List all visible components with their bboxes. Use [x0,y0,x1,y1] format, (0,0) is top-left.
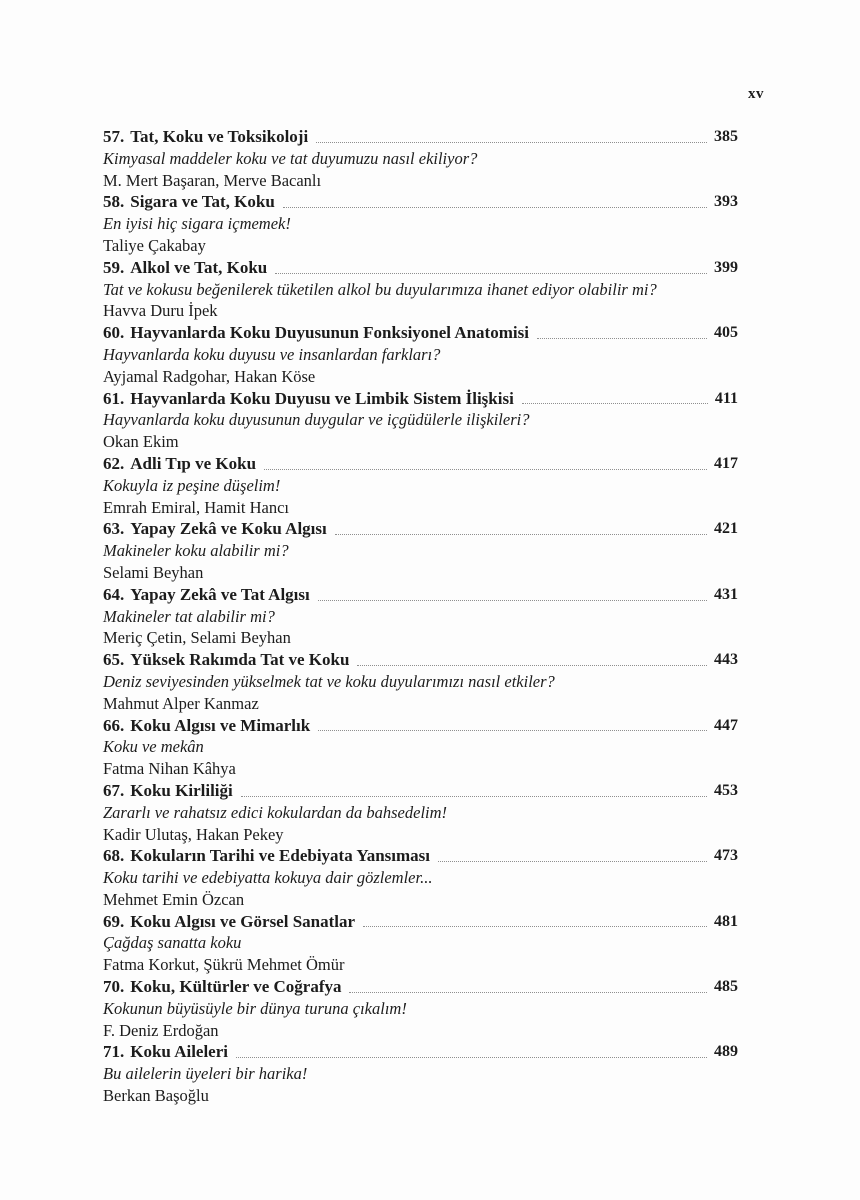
toc-entry-title-row [103,518,738,540]
page-number-folio: xv [748,86,764,102]
toc-entry [103,976,738,1041]
chapter-number: 65. [103,650,125,670]
chapter-title: Tat, Koku ve Toksikoloji [130,127,309,146]
dotted-leader [438,861,707,862]
dotted-leader [241,796,707,797]
chapter-authors: Selami Beyhan [103,562,204,582]
chapter-number: 71. [103,1042,125,1062]
toc-entry-title-row [103,649,738,671]
chapter-title: Yapay Zekâ ve Koku Algısı [130,519,327,539]
chapter-page-number: 411 [714,389,738,407]
chapter-page-number: 417 [714,454,738,472]
chapter-subtitle: En iyisi hiç sigara içmemek! [103,214,291,234]
chapter-number: 67. [103,780,125,800]
chapter-subtitle: Bu ailelerin üyeleri bir harika! [103,1064,308,1084]
chapter-number: 60. [103,323,125,343]
chapter-number: 66. [103,715,125,735]
toc-entry-title-row [103,911,738,933]
chapter-title: Koku Kirliliği [130,780,233,800]
dotted-leader [349,992,707,993]
chapter-title: Koku Algısı ve Mimarlık [130,715,311,735]
toc-entry [103,322,738,387]
chapter-subtitle: Hayvanlarda koku duyusu ve insanlardan farkları? [103,344,441,364]
chapter-subtitle: Deniz seviyesinden yükselmek tat ve koku duyularımızı nasıl etkiler? [103,671,555,691]
chapter-authors: Berkan Başoğlu [103,1086,209,1106]
chapter-page-number: 393 [714,193,738,211]
dotted-leader [283,207,707,208]
chapter-title: Sigara ve Tat, Koku [130,192,275,212]
chapter-page-number: 431 [714,585,738,603]
chapter-page-number: 485 [714,978,738,996]
chapter-subtitle: Makineler tat alabilir mi? [103,606,275,626]
chapter-page-number: 421 [714,520,738,538]
chapter-authors: Mehmet Emin Özcan [103,889,245,909]
chapter-page-number: 443 [714,651,738,669]
dotted-leader [264,469,707,470]
chapter-title: Adli Tıp ve Koku [130,453,257,473]
chapter-title: Koku Algısı ve Görsel Sanatlar [130,911,356,931]
chapter-subtitle: Tat ve kokusu beğenilerek tüketilen alkol bu duyularımıza ihanet ediyor olabilir mi? [103,279,657,299]
dotted-leader [522,403,708,404]
chapter-authors: Fatma Korkut, Şükrü Mehmet Ömür [103,955,345,975]
chapter-number: 63. [103,519,125,539]
chapter-page-number: 447 [714,716,738,734]
dotted-leader [357,665,707,666]
chapter-number: 57. [103,127,125,146]
chapter-title: Yüksek Rakımda Tat ve Koku [130,650,350,670]
chapter-title: Yapay Zekâ ve Tat Algısı [130,584,310,604]
toc-entry-title-row [103,191,738,213]
chapter-number: 68. [103,846,125,866]
dotted-leader [275,273,707,274]
chapter-page-number: 473 [714,847,738,865]
chapter-number: 58. [103,192,125,212]
chapter-authors: Taliye Çakabay [103,235,206,255]
toc-entry-title-row [103,322,738,344]
chapter-page-number: 405 [714,324,738,342]
chapter-authors: Mahmut Alper Kanmaz [103,693,259,713]
toc-entry-title-row [103,845,738,867]
chapter-subtitle: Zararlı ve rahatsız edici kokulardan da bahsedelim! [103,802,448,822]
chapter-subtitle: Kokunun büyüsüyle bir dünya turuna çıkalım! [103,998,407,1018]
chapter-title: Koku Aileleri [130,1042,228,1062]
dotted-leader [318,600,707,601]
toc-entry [103,191,738,256]
chapter-subtitle: Makineler koku alabilir mi? [103,541,289,561]
chapter-authors: Ayjamal Radgohar, Hakan Köse [103,366,316,386]
chapter-page-number: 489 [714,1043,738,1061]
toc-entry-title-row [103,715,738,737]
toc-entry [103,780,738,845]
chapter-page-number: 399 [714,258,738,276]
toc-entry [103,453,738,518]
dotted-leader [236,1057,707,1058]
chapter-subtitle: Kokuyla iz peşine düşelim! [103,475,281,495]
chapter-number: 69. [103,911,125,931]
chapter-title: Hayvanlarda Koku Duyusunun Fonksiyonel Anatomisi [130,323,529,343]
dotted-leader [363,926,707,927]
chapter-subtitle: Koku tarihi ve edebiyatta kokuya dair gözlemler... [103,868,433,888]
toc-list [103,126,738,1107]
dotted-leader [318,730,707,731]
chapter-title: Alkol ve Tat, Koku [130,257,268,277]
toc-entry [103,518,738,583]
toc-entry-title-row [103,126,738,148]
chapter-authors: M. Mert Başaran, Merve Bacanlı [103,170,322,190]
toc-entry [103,649,738,714]
chapter-number: 61. [103,388,125,408]
toc-entry [103,584,738,649]
chapter-subtitle: Koku ve mekân [103,737,204,757]
toc-entry-title-row [103,976,738,998]
chapter-page-number: 453 [714,781,738,799]
chapter-number: 59. [103,257,125,277]
chapter-page-number: 481 [714,912,738,930]
chapter-authors: Meriç Çetin, Selami Beyhan [103,628,291,648]
chapter-number: 64. [103,584,125,604]
chapter-page-number: 385 [714,128,738,145]
toc-entry [103,257,738,322]
toc-entry [103,388,738,453]
toc-entry [103,715,738,780]
toc-entry [103,845,738,910]
chapter-authors: F. Deniz Erdoğan [103,1020,219,1040]
toc-entry-title-row [103,388,738,410]
toc-entry-title-row [103,780,738,802]
chapter-subtitle: Hayvanlarda koku duyusunun duygular ve içgüdülerle ilişkileri? [103,410,530,430]
dotted-leader [335,534,707,535]
chapter-authors: Havva Duru İpek [103,301,218,321]
chapter-number: 70. [103,977,125,997]
toc-entry [103,911,738,976]
toc-entry [103,126,738,191]
chapter-subtitle: Kimyasal maddeler koku ve tat duyumuzu nasıl ekiliyor? [103,148,478,168]
toc-entry-title-row [103,257,738,279]
toc-entry-title-row [103,584,738,606]
dotted-leader [316,142,707,143]
toc-entry-title-row [103,453,738,475]
toc-entry [103,1041,738,1106]
chapter-number: 62. [103,453,125,473]
dotted-leader [537,338,707,339]
chapter-title: Kokuların Tarihi ve Edebiyata Yansıması [130,846,431,866]
toc-entry-title-row [103,1041,738,1063]
chapter-authors: Kadir Ulutaş, Hakan Pekey [103,824,284,844]
chapter-authors: Fatma Nihan Kâhya [103,759,236,779]
chapter-authors: Okan Ekim [103,432,179,452]
chapter-authors: Emrah Emiral, Hamit Hancı [103,497,290,517]
chapter-title: Hayvanlarda Koku Duyusu ve Limbik Sistem İlişkisi [130,388,514,408]
chapter-subtitle: Çağdaş sanatta koku [103,933,242,953]
chapter-title: Koku, Kültürler ve Coğrafya [130,977,342,997]
